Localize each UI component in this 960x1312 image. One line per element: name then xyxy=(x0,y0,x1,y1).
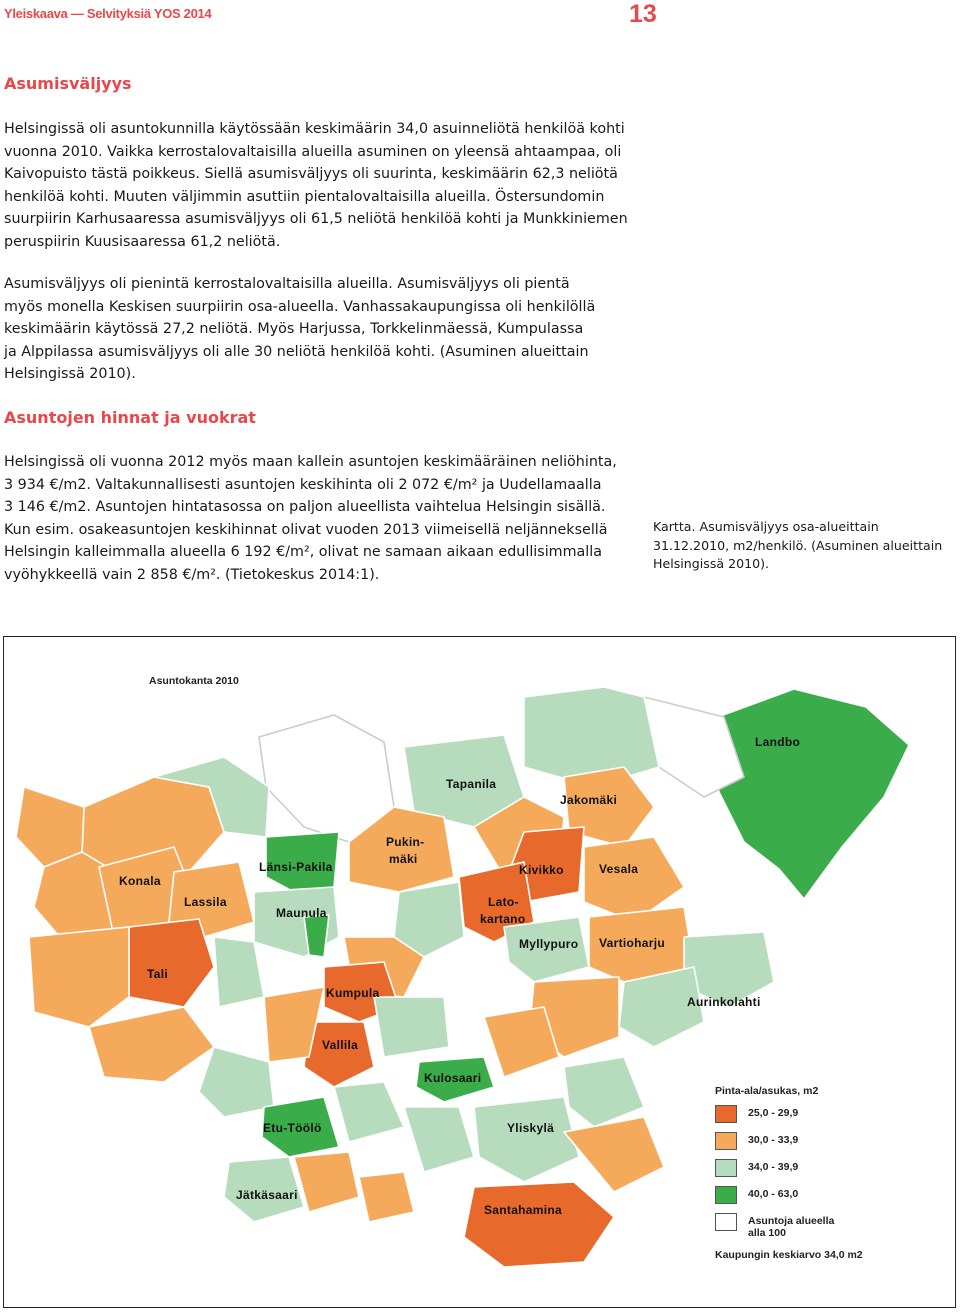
page-number: 13 xyxy=(629,0,657,28)
place-label: Aurinkolahti xyxy=(687,995,761,1009)
running-header: Yleiskaava — Selvityksiä YOS 2014 xyxy=(4,6,212,21)
legend-item xyxy=(715,1184,935,1211)
text-line: 3 934 €/m2. Valtakunnallisesti asuntojen keskihinta oli 2 072 €/m² ja Uudellamaalla xyxy=(4,476,602,493)
text-line: Helsingin kalleimmalla alueella 6 192 €/m², olivat ne samaan aikaan edullisimmalla xyxy=(4,544,602,561)
legend-item xyxy=(715,1130,935,1157)
text-line: keskimäärin käytössä 27,2 neliötä. Myös Harjussa, Torkkelinmäessä, Kumpulassa xyxy=(4,321,584,338)
legend-label: 40,0 - 63,0 xyxy=(748,1188,799,1200)
legend-average: Kaupungin keskiarvo 34,0 m2 xyxy=(715,1249,863,1261)
legend-swatch xyxy=(715,1159,737,1177)
text-line: Kun esim. osakeasuntojen keskihinnat olivat vuoden 2013 viimeisellä neljänneksellä xyxy=(4,521,608,538)
place-label: Lato- xyxy=(488,895,519,909)
text-line: Helsingissä oli vuonna 2012 myös maan kallein asuntojen keskimääräinen neliöhinta, xyxy=(4,454,617,470)
region xyxy=(29,927,129,1027)
text-line: vuonna 2010. Vaikka kerrostalovaltaisilla alueilla asuminen on yleensä ahtaampaa, oli xyxy=(4,143,622,160)
region-tali xyxy=(129,919,214,1007)
legend-swatch xyxy=(715,1186,737,1204)
region xyxy=(304,915,329,957)
legend-swatch xyxy=(715,1105,737,1123)
text-line: henkilöä kohti. Muuten väljimmin asuttiin pientalovaltaisilla alueilla. Östersundomin xyxy=(4,188,605,205)
region xyxy=(374,997,449,1057)
legend-label: 30,0 - 33,9 xyxy=(748,1134,799,1146)
text-line: ja Alppilassa asumisväljyys oli alle 30 neliötä henkilöä kohti. (Asuminen alueittain xyxy=(4,343,589,360)
map-caption xyxy=(653,518,953,574)
text-line: Kaivopuisto tästä poikkeus. Siellä asumisväljyys oli suurinta, keskimäärin 62,3 neliötä xyxy=(4,166,618,183)
place-label: Myllypuro xyxy=(519,937,579,951)
text-line: Helsingissä oli asuntokunnilla käytössään keskimäärin 34,0 asuinneliötä henkilöä kohti xyxy=(4,121,625,137)
region xyxy=(404,1107,474,1172)
place-label: Länsi-Pakila xyxy=(259,860,333,874)
text-line: myös monella Keskisen suurpiirin osa-alueella. Vanhassakaupungissa oli henkilöllä xyxy=(4,298,596,315)
place-label: Landbo xyxy=(755,735,801,749)
map-title: Asuntokanta 2010 xyxy=(149,675,239,687)
place-label: Kumpula xyxy=(326,986,380,1000)
text-line: peruspiirin Kuusisaaressa 61,2 neliötä. xyxy=(4,233,281,250)
legend-item xyxy=(715,1157,935,1184)
text-line: Asumisväljyys oli pienintä kerrostalovaltaisilla alueilla. Asumisväljyys oli pientä xyxy=(4,276,570,292)
paragraph-hinnat xyxy=(4,451,644,587)
place-label: Kulosaari xyxy=(424,1071,482,1085)
place-label: Kivikko xyxy=(519,863,564,877)
region xyxy=(214,937,264,1007)
place-label: Santahamina xyxy=(484,1203,562,1217)
region xyxy=(359,1172,414,1222)
legend-label: 34,0 - 39,9 xyxy=(748,1161,799,1173)
legend-label: Asuntoja alueella alla 100 xyxy=(748,1215,835,1239)
place-label: Tali xyxy=(147,967,168,981)
place-label: Konala xyxy=(119,874,161,888)
place-label: Lassila xyxy=(184,895,227,909)
place-label: Jakomäki xyxy=(560,793,618,807)
map-legend xyxy=(715,1085,935,1261)
text-line: 3 146 €/m2. Asuntojen hintatasossa on paljon alueellista vaihtelua Helsingin sisällä. xyxy=(4,499,606,516)
region-landbo xyxy=(704,689,909,899)
place-label: Jätkäsaari xyxy=(236,1188,298,1202)
region xyxy=(199,1047,274,1117)
region xyxy=(564,1057,644,1127)
legend-swatch xyxy=(715,1132,737,1150)
place-label: Vallila xyxy=(322,1038,359,1052)
section-heading-hinnat: Asuntojen hinnat ja vuokrat xyxy=(4,408,256,427)
map-figure xyxy=(3,636,956,1308)
region xyxy=(89,1007,214,1082)
legend-label: 25,0 - 29,9 xyxy=(748,1107,799,1119)
place-label: Pukin- xyxy=(386,835,425,849)
caption-line: Kartta. Asumisväljyys osa-alueittain xyxy=(653,519,879,534)
text-line: suurpiirin Karhusaaressa asumisväljyys oli 61,5 neliötä henkilöä kohti ja Munkkiniemen xyxy=(4,211,628,228)
place-label: Vartioharju xyxy=(599,936,665,950)
region-santahamina xyxy=(464,1182,614,1267)
paragraph-asumisvaljyys-2 xyxy=(4,273,644,386)
text-line: vyöhykkeellä vain 2 858 €/m². (Tietokeskus 2014:1). xyxy=(4,566,380,583)
region xyxy=(484,1007,559,1077)
section-heading-asumisvaljyys: Asumisväljyys xyxy=(4,74,132,93)
legend-title: Pinta-ala/asukas, m2 xyxy=(715,1085,819,1097)
place-label: Etu-Töölö xyxy=(263,1121,322,1135)
caption-line: 31.12.2010, m2/henkilö. (Asuminen alueittain xyxy=(653,537,943,553)
legend-item xyxy=(715,1211,935,1238)
paragraph-asumisvaljyys-1 xyxy=(4,118,644,254)
place-label: Vesala xyxy=(599,862,639,876)
region xyxy=(294,1152,359,1212)
place-label: kartano xyxy=(480,912,526,926)
place-label: Maunula xyxy=(276,906,327,920)
caption-line: Helsingissä 2010). xyxy=(653,556,770,571)
legend-swatch xyxy=(715,1213,737,1231)
legend-item xyxy=(715,1103,935,1130)
place-label: Yliskylä xyxy=(507,1121,555,1135)
region xyxy=(334,1082,404,1142)
place-label: mäki xyxy=(389,852,418,866)
region-yliskyla xyxy=(474,1097,579,1182)
place-label: Tapanila xyxy=(446,777,497,791)
text-line: Helsingissä 2010). xyxy=(4,366,136,383)
